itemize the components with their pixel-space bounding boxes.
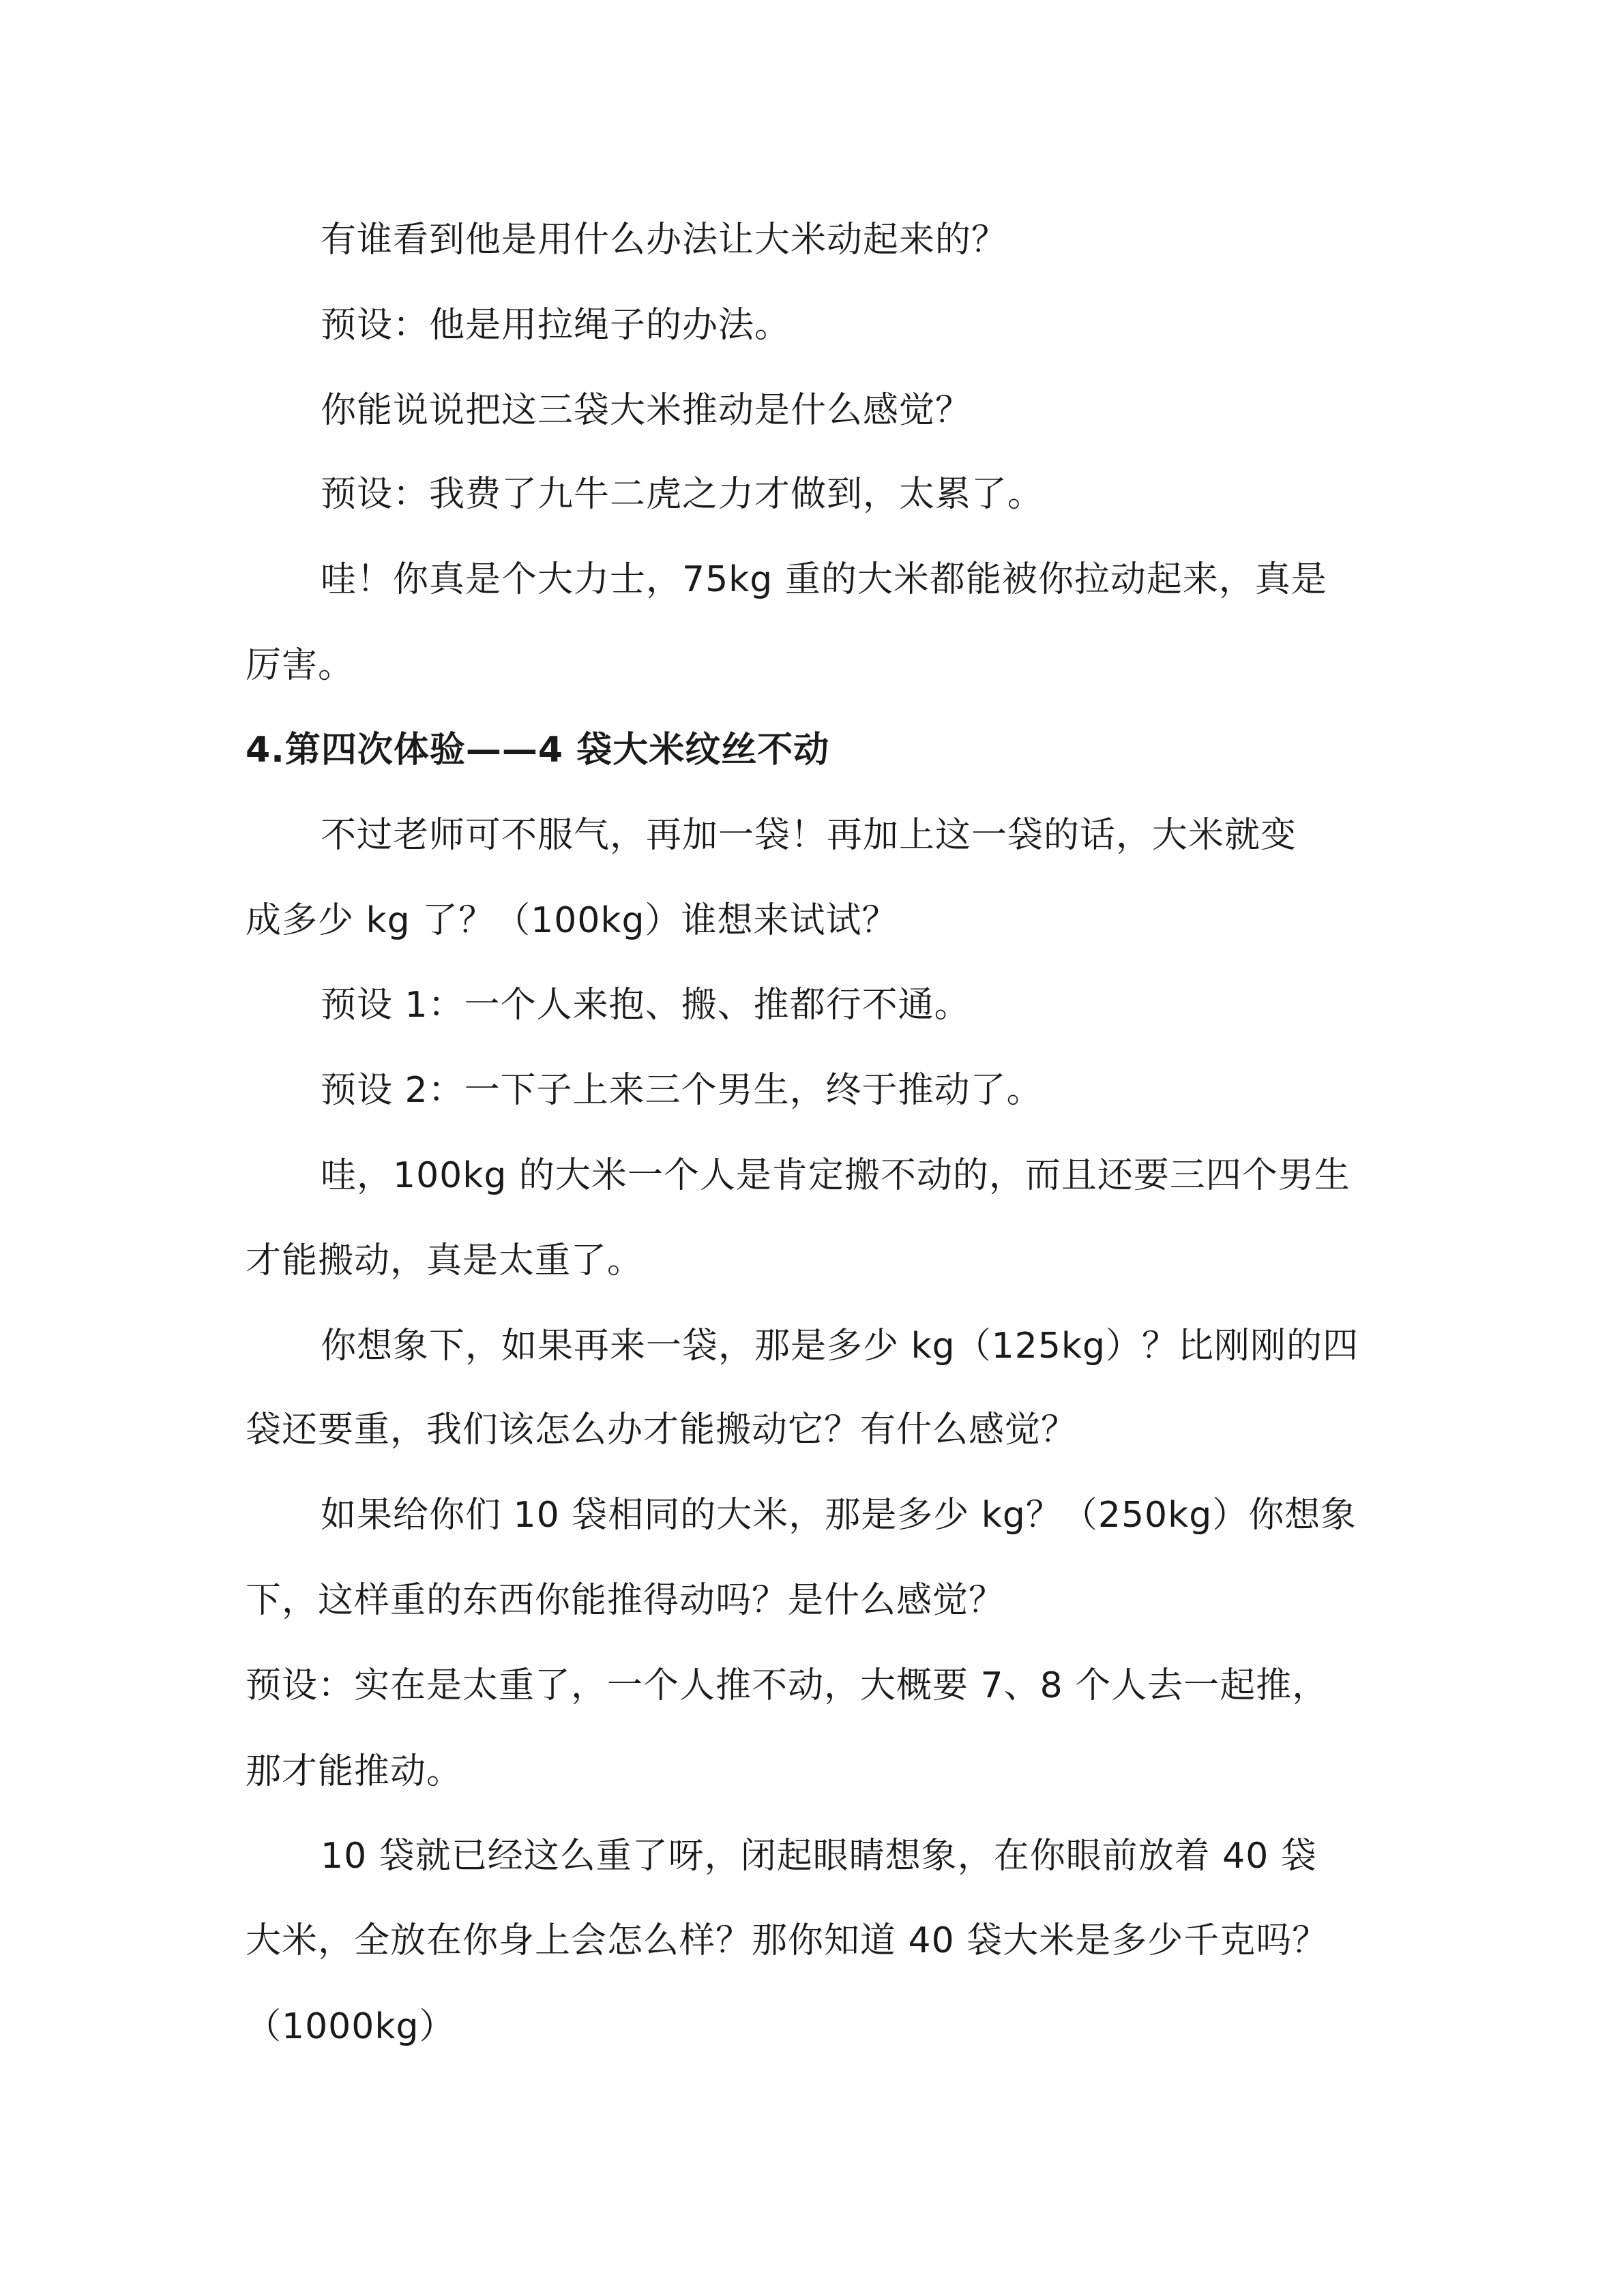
paragraph-line: 成多少 kg 了？（100kg）谁想来试试？	[246, 900, 898, 941]
paragraph-line: 下，这样重的东西你能推得动吗？是什么感觉？	[246, 1580, 1005, 1621]
paragraph-line: 哇！你真是个大力士，75kg 重的大米都能被你拉动起来，真是	[321, 559, 1327, 600]
paragraph-line: 袋还要重，我们该怎么办才能搬动它？有什么感觉？	[246, 1410, 1078, 1450]
paragraph-line: 不过老师可不服气，再加一袋！再加上这一袋的话，大米就变	[321, 815, 1297, 856]
paragraph-line: 那才能推动。	[246, 1751, 463, 1792]
paragraph-line: 预设：实在是太重了，一个人推不动，大概要 7、8 个人去一起推，	[246, 1665, 1329, 1706]
paragraph-line: 预设：我费了九牛二虎之力才做到，太累了。	[321, 474, 1044, 515]
paragraph-line: 预设 1：一个人来抱、搬、推都行不通。	[321, 985, 971, 1026]
section-heading: 4.第四次体验——4 袋大米纹丝不动	[246, 730, 830, 771]
paragraph-line: 预设 2：一下子上来三个男生，终于推动了。	[321, 1070, 1043, 1111]
paragraph-line: 才能搬动，真是太重了。	[246, 1240, 644, 1281]
paragraph-line: 10 袋就已经这么重了呀，闭起眼睛想象，在你眼前放着 40 袋	[321, 1836, 1317, 1877]
paragraph-line: 大米，全放在你身上会怎么样？那你知道 40 袋大米是多少千克吗？	[246, 1920, 1329, 1961]
paragraph-line: 厉害。	[246, 645, 355, 686]
paragraph-line: 如果给你们 10 袋相同的大米，那是多少 kg？（250kg）你想象	[321, 1495, 1357, 1536]
paragraph-line: 哇，100kg 的大米一个人是肯定搬不动的，而且还要三四个男生	[321, 1155, 1350, 1196]
paragraph-line: （1000kg）	[246, 2006, 456, 2047]
paragraph-line: 你想象下，如果再来一袋，那是多少 kg（125kg）？比刚刚的四	[321, 1326, 1359, 1367]
paragraph-line: 有谁看到他是用什么办法让大米动起来的？	[321, 220, 1008, 260]
paragraph-line: 预设：他是用拉绳子的办法。	[321, 305, 791, 346]
paragraph-line: 你能说说把这三袋大米推动是什么感觉？	[321, 390, 972, 431]
